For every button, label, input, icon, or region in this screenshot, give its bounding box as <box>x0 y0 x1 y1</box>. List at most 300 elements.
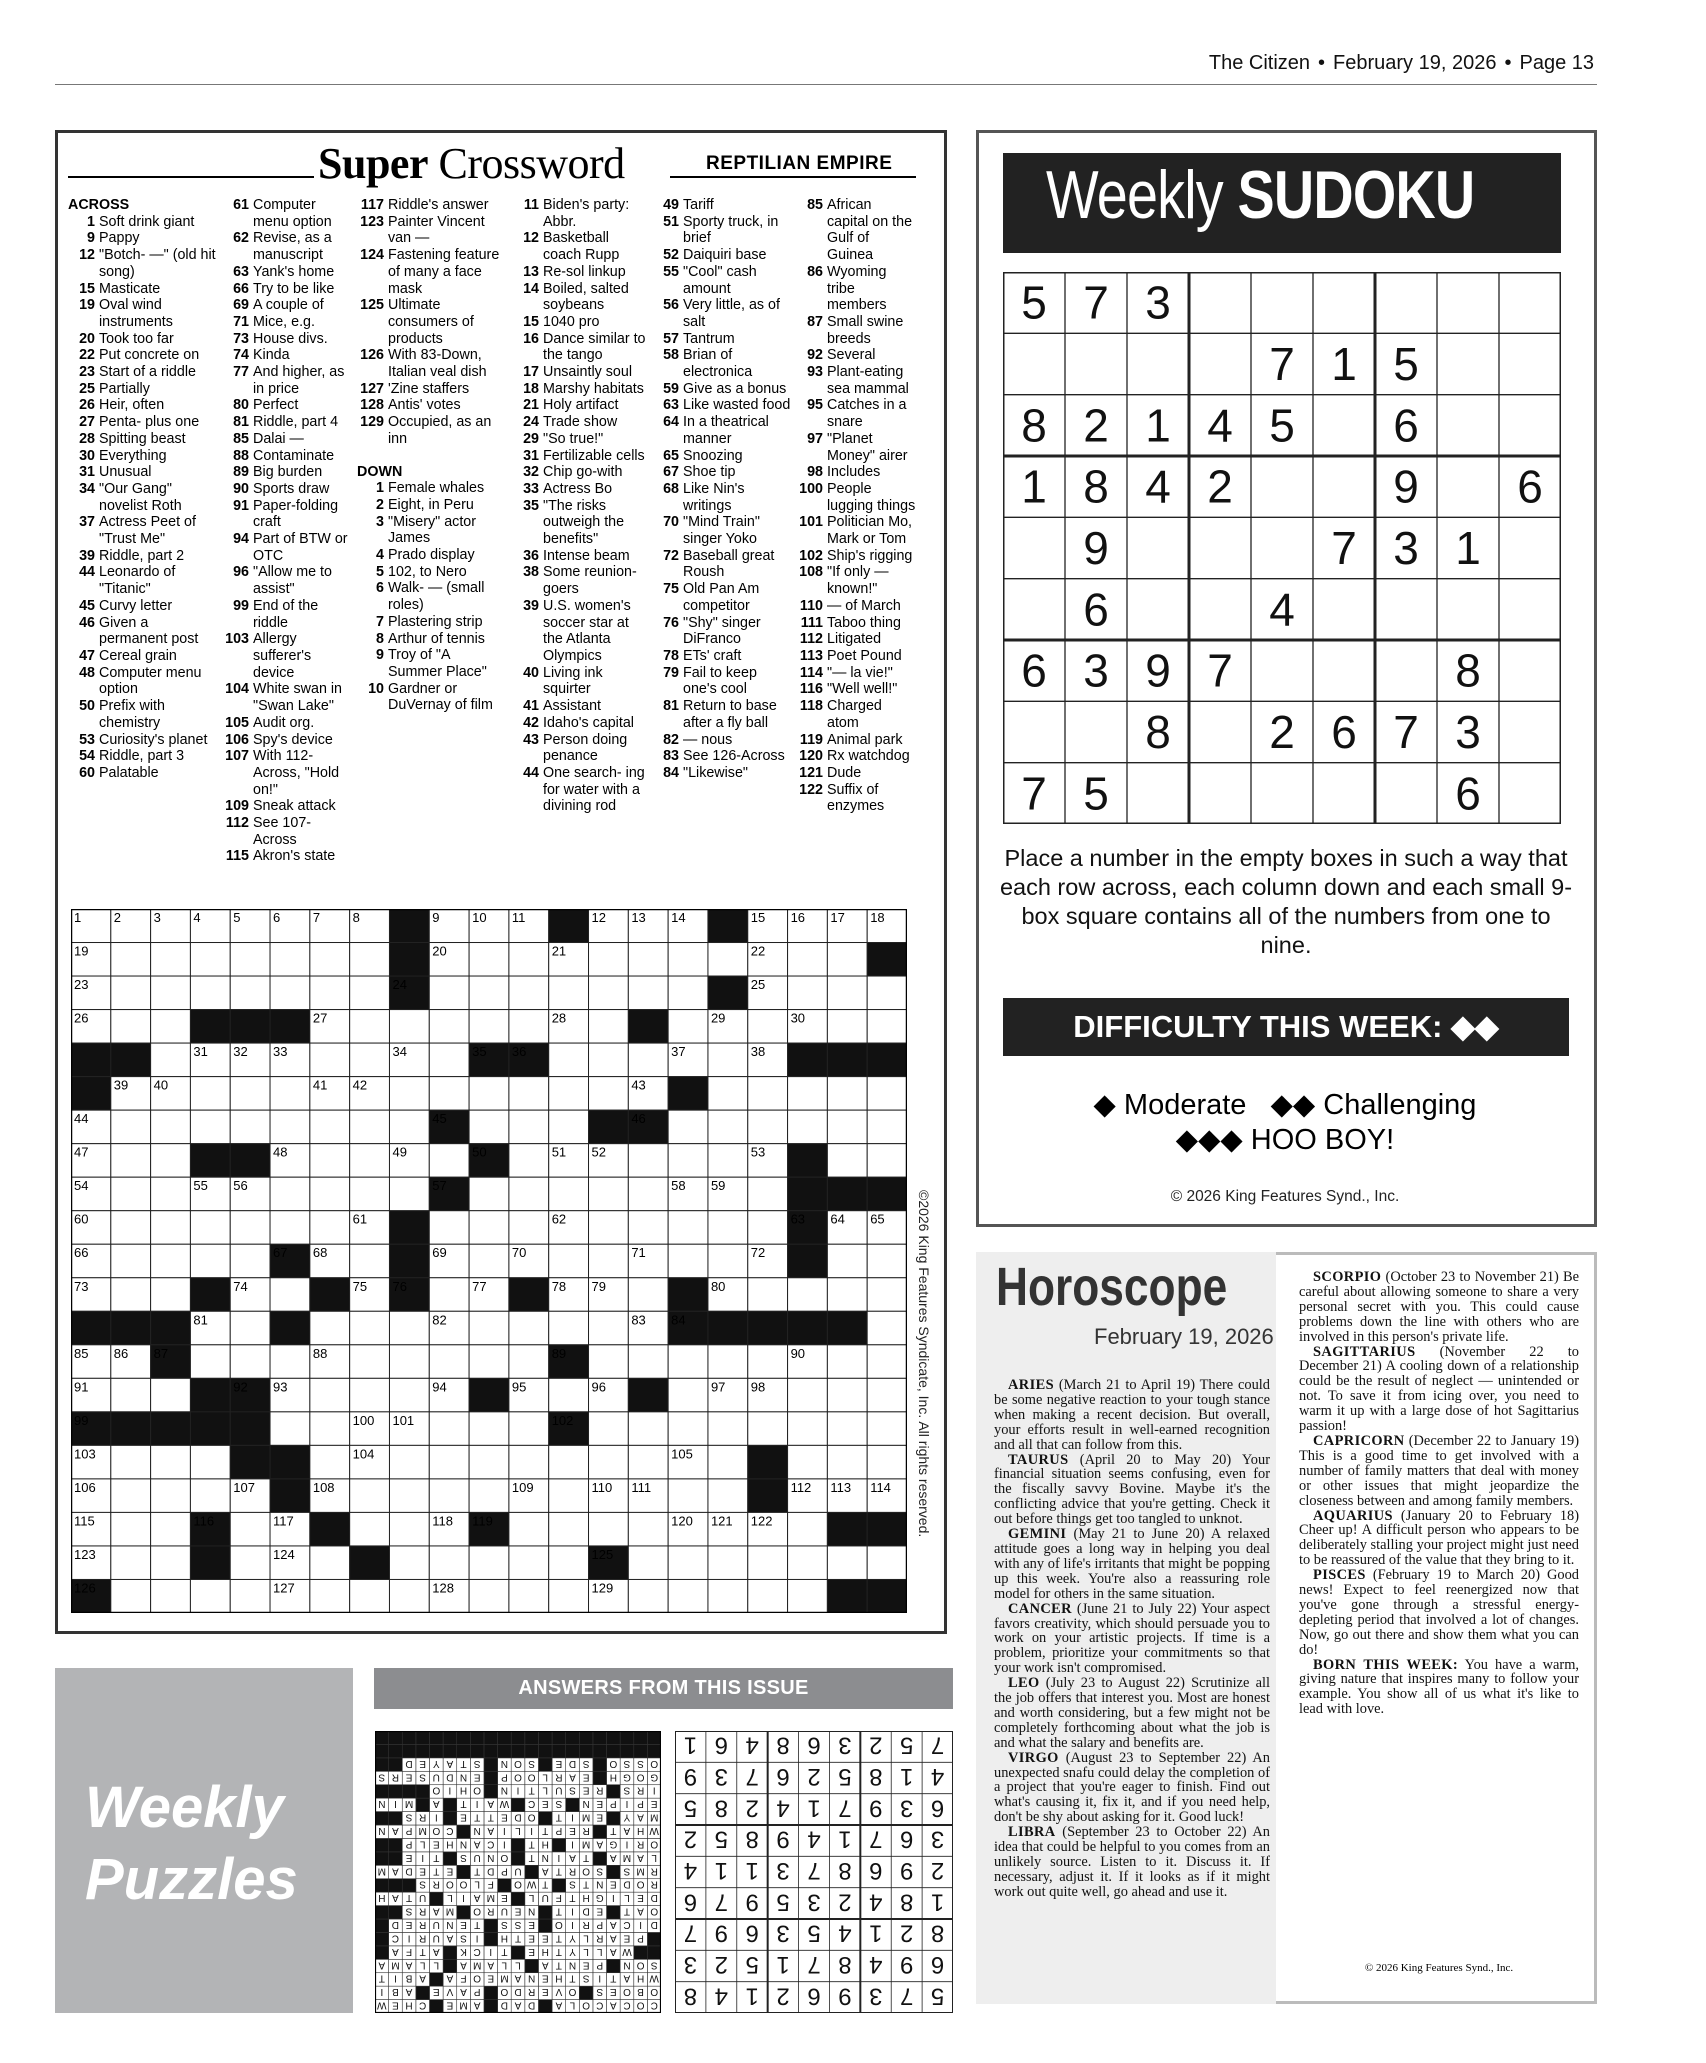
grid-cell[interactable] <box>389 1311 429 1345</box>
grid-cell[interactable] <box>708 943 748 977</box>
grid-cell[interactable] <box>270 1077 310 1111</box>
grid-cell[interactable] <box>628 1144 668 1178</box>
grid-cell[interactable] <box>190 976 230 1010</box>
grid-cell[interactable] <box>190 1445 230 1479</box>
grid-cell[interactable] <box>111 1445 151 1479</box>
answer-letter: T <box>433 1851 440 1863</box>
grid-cell[interactable] <box>867 1378 907 1412</box>
grid-cell[interactable] <box>350 1479 390 1513</box>
grid-cell[interactable] <box>748 1278 788 1312</box>
grid-cell[interactable] <box>668 1244 708 1278</box>
grid-cell[interactable] <box>549 1110 589 1144</box>
grid-cell[interactable] <box>350 1579 390 1613</box>
grid-cell[interactable] <box>111 1110 151 1144</box>
grid-cell[interactable] <box>589 1211 629 1245</box>
sudoku-answer-digit: 4 <box>930 1763 945 1790</box>
grid-cell[interactable] <box>827 976 867 1010</box>
grid-cell[interactable] <box>788 1579 828 1613</box>
grid-cell[interactable] <box>628 1512 668 1546</box>
grid-cell[interactable] <box>867 1546 907 1580</box>
grid-cell[interactable] <box>589 1512 629 1546</box>
grid-cell[interactable] <box>350 1311 390 1345</box>
grid-cell[interactable] <box>748 1546 788 1580</box>
clue <box>652 331 792 348</box>
grid-cell[interactable] <box>628 1043 668 1077</box>
grid-cell[interactable] <box>350 1244 390 1278</box>
grid-cell[interactable] <box>628 1177 668 1211</box>
grid-cell[interactable] <box>151 1512 191 1546</box>
grid-cell[interactable] <box>111 1512 151 1546</box>
grid-cell[interactable] <box>589 1043 629 1077</box>
grid-cell[interactable] <box>429 976 469 1010</box>
grid-cell[interactable] <box>230 1311 270 1345</box>
grid-cell[interactable] <box>589 943 629 977</box>
grid-cell[interactable] <box>708 1345 748 1379</box>
grid-cell[interactable] <box>310 1043 350 1077</box>
grid-cell[interactable] <box>151 976 191 1010</box>
grid-cell[interactable] <box>668 943 708 977</box>
grid-cell[interactable] <box>270 1345 310 1379</box>
grid-cell[interactable] <box>389 1546 429 1580</box>
grid-cell[interactable] <box>827 1412 867 1446</box>
grid-cell[interactable] <box>389 1512 429 1546</box>
grid-cell[interactable] <box>230 1512 270 1546</box>
clue-number: 110 <box>799 597 823 614</box>
grid-cell[interactable] <box>509 1412 549 1446</box>
grid-cell[interactable] <box>310 1445 350 1479</box>
grid-cell[interactable] <box>589 1077 629 1111</box>
grid-cell[interactable] <box>788 1110 828 1144</box>
answer-letter: S <box>596 1865 604 1877</box>
grid-cell[interactable] <box>111 1579 151 1613</box>
grid-cell[interactable] <box>549 1311 589 1345</box>
grid-cell[interactable] <box>429 1445 469 1479</box>
grid-cell[interactable] <box>668 976 708 1010</box>
grid-cell[interactable] <box>310 943 350 977</box>
answer-letter: E <box>555 1757 563 1769</box>
grid-cell[interactable] <box>111 1177 151 1211</box>
grid-cell[interactable] <box>230 1244 270 1278</box>
grid-cell[interactable] <box>190 1479 230 1513</box>
answer-letter: S <box>378 1771 386 1783</box>
grid-cell[interactable] <box>549 1378 589 1412</box>
clue <box>357 480 507 497</box>
grid-cell[interactable] <box>628 1412 668 1446</box>
grid-cell[interactable] <box>111 1278 151 1312</box>
grid-cell[interactable] <box>628 1278 668 1312</box>
answer-letter: U <box>500 1905 508 1917</box>
answer-letter: S <box>582 1972 590 1984</box>
grid-cell[interactable] <box>469 1445 509 1479</box>
grid-cell[interactable] <box>788 1546 828 1580</box>
sudoku-answer-digit: 6 <box>807 1731 821 1759</box>
grid-cell[interactable] <box>589 1412 629 1446</box>
issue-date: February 19, 2026 <box>1333 52 1497 74</box>
grid-cell[interactable] <box>310 1144 350 1178</box>
grid-cell[interactable] <box>589 1311 629 1345</box>
grid-cell[interactable] <box>628 1211 668 1245</box>
answer-letter: P <box>405 1838 413 1850</box>
answer-letter: M <box>391 1959 400 1971</box>
grid-cell[interactable] <box>867 1144 907 1178</box>
grid-cell[interactable] <box>270 976 310 1010</box>
grid-cell[interactable] <box>708 1579 748 1613</box>
grid-cell[interactable] <box>788 1077 828 1111</box>
grid-cell[interactable] <box>509 1211 549 1245</box>
grid-cell[interactable] <box>668 1378 708 1412</box>
grid-cell[interactable] <box>230 1579 270 1613</box>
grid-cell[interactable] <box>230 1211 270 1245</box>
grid-cell[interactable] <box>310 1412 350 1446</box>
cell-number: 84 <box>671 1312 686 1328</box>
sudoku-answer-digit: 9 <box>838 1982 852 2010</box>
grid-cell[interactable] <box>270 1278 310 1312</box>
grid-cell[interactable] <box>867 1345 907 1379</box>
grid-cell[interactable] <box>151 1546 191 1580</box>
grid-cell[interactable] <box>151 943 191 977</box>
grid-cell[interactable] <box>628 1445 668 1479</box>
grid-cell[interactable] <box>708 1043 748 1077</box>
grid-cell[interactable] <box>429 1144 469 1178</box>
answer-letter: E <box>392 1999 399 2011</box>
grid-cell[interactable] <box>469 976 509 1010</box>
grid-cell[interactable] <box>549 1512 589 1546</box>
answer-black-square <box>566 1731 580 1744</box>
answer-letter: T <box>419 1945 426 1957</box>
black-square <box>71 1311 111 1345</box>
grid-cell[interactable] <box>827 1345 867 1379</box>
grid-cell[interactable] <box>708 1445 748 1479</box>
grid-cell[interactable] <box>668 1546 708 1580</box>
grid-cell[interactable] <box>151 1244 191 1278</box>
grid-cell[interactable] <box>151 1144 191 1178</box>
grid-cell[interactable] <box>748 1177 788 1211</box>
grid-cell[interactable] <box>429 1010 469 1044</box>
grid-cell[interactable] <box>549 1445 589 1479</box>
grid-cell[interactable] <box>628 976 668 1010</box>
cell-number: 60 <box>74 1211 89 1227</box>
grid-cell[interactable] <box>469 1345 509 1379</box>
grid-cell[interactable] <box>469 1412 509 1446</box>
grid-cell[interactable] <box>867 1445 907 1479</box>
grid-cell[interactable] <box>549 1579 589 1613</box>
grid-cell[interactable] <box>549 1479 589 1513</box>
grid-cell[interactable] <box>310 1378 350 1412</box>
grid-cell[interactable] <box>469 1077 509 1111</box>
crossword-grid[interactable] <box>71 909 907 1613</box>
grid-cell[interactable] <box>788 1378 828 1412</box>
grid-cell[interactable] <box>270 1211 310 1245</box>
clue-column-6 <box>796 197 916 815</box>
grid-cell[interactable] <box>589 1010 629 1044</box>
grid-cell[interactable] <box>151 1445 191 1479</box>
clue-number: 82 <box>663 731 679 748</box>
grid-cell[interactable] <box>827 1546 867 1580</box>
answer-letter: E <box>460 1919 467 1930</box>
grid-cell[interactable] <box>111 1010 151 1044</box>
grid-cell[interactable] <box>788 1512 828 1546</box>
grid-cell[interactable] <box>827 1077 867 1111</box>
grid-cell[interactable] <box>469 1479 509 1513</box>
grid-cell[interactable] <box>509 1546 549 1580</box>
grid-cell[interactable] <box>708 1546 748 1580</box>
sudoku-grid[interactable] <box>1003 272 1561 829</box>
grid-cell[interactable] <box>310 1546 350 1580</box>
grid-cell[interactable] <box>708 1412 748 1446</box>
grid-cell[interactable] <box>708 1077 748 1111</box>
grid-cell[interactable] <box>867 1278 907 1312</box>
grid-cell[interactable] <box>589 1445 629 1479</box>
grid-cell[interactable] <box>827 1278 867 1312</box>
grid-cell[interactable] <box>389 1345 429 1379</box>
grid-cell[interactable] <box>589 1177 629 1211</box>
grid-cell[interactable] <box>111 1546 151 1580</box>
answer-letter: A <box>623 1825 631 1836</box>
grid-cell[interactable] <box>111 1244 151 1278</box>
grid-cell[interactable] <box>230 943 270 977</box>
grid-cell[interactable] <box>827 1244 867 1278</box>
answer-letter: R <box>419 1919 427 1930</box>
grid-cell[interactable] <box>111 1479 151 1513</box>
grid-cell[interactable] <box>827 1110 867 1144</box>
grid-cell[interactable] <box>509 943 549 977</box>
grid-cell[interactable] <box>111 1378 151 1412</box>
grid-cell[interactable] <box>628 1345 668 1379</box>
grid-cell[interactable] <box>310 1110 350 1144</box>
grid-cell[interactable] <box>469 1211 509 1245</box>
grid-cell[interactable] <box>350 1378 390 1412</box>
grid-cell[interactable] <box>111 1144 151 1178</box>
grid-cell[interactable] <box>151 1211 191 1245</box>
grid-cell[interactable] <box>509 1010 549 1044</box>
grid-cell[interactable] <box>788 976 828 1010</box>
grid-cell[interactable] <box>429 1345 469 1379</box>
answer-letter: I <box>652 1784 656 1796</box>
grid-cell[interactable] <box>589 1244 629 1278</box>
grid-cell[interactable] <box>788 1412 828 1446</box>
grid-cell[interactable] <box>748 1412 788 1446</box>
grid-cell[interactable] <box>589 1345 629 1379</box>
grid-cell[interactable] <box>827 1378 867 1412</box>
clue-number: 48 <box>79 664 95 681</box>
grid-cell[interactable] <box>270 943 310 977</box>
grid-cell[interactable] <box>628 943 668 977</box>
grid-cell[interactable] <box>708 1479 748 1513</box>
grid-cell[interactable] <box>748 1345 788 1379</box>
grid-cell[interactable] <box>589 976 629 1010</box>
grid-cell[interactable] <box>270 1412 310 1446</box>
grid-cell[interactable] <box>549 976 589 1010</box>
grid-cell[interactable] <box>509 1311 549 1345</box>
grid-cell[interactable] <box>350 1043 390 1077</box>
grid-cell[interactable] <box>867 1077 907 1111</box>
grid-cell[interactable] <box>509 1579 549 1613</box>
sudoku-answer-digit: 2 <box>745 1794 759 1822</box>
grid-cell[interactable] <box>429 1077 469 1111</box>
grid-cell[interactable] <box>788 943 828 977</box>
grid-cell[interactable] <box>867 1010 907 1044</box>
grid-cell[interactable] <box>788 1278 828 1312</box>
grid-cell[interactable] <box>429 1278 469 1312</box>
grid-cell[interactable] <box>350 1110 390 1144</box>
grid-cell[interactable] <box>708 1211 748 1245</box>
clue-text: Actress Peet of "Trust Me" <box>99 514 196 548</box>
grid-cell[interactable] <box>111 1211 151 1245</box>
grid-cell[interactable] <box>668 1579 708 1613</box>
grid-cell[interactable] <box>549 1244 589 1278</box>
grid-cell[interactable] <box>867 1244 907 1278</box>
grid-cell[interactable] <box>668 1211 708 1245</box>
grid-cell[interactable] <box>509 1077 549 1111</box>
grid-cell[interactable] <box>151 1043 191 1077</box>
grid-cell[interactable] <box>549 1043 589 1077</box>
answer-letter: N <box>541 1851 549 1863</box>
grid-cell[interactable] <box>469 1010 509 1044</box>
grid-cell[interactable] <box>509 1144 549 1178</box>
grid-cell[interactable] <box>230 1345 270 1379</box>
grid-cell[interactable] <box>469 1579 509 1613</box>
grid-cell[interactable] <box>509 1445 549 1479</box>
grid-cell[interactable] <box>350 976 390 1010</box>
grid-cell[interactable] <box>350 943 390 977</box>
grid-cell[interactable] <box>509 1177 549 1211</box>
grid-cell[interactable] <box>389 1110 429 1144</box>
grid-cell[interactable] <box>310 1311 350 1345</box>
grid-cell[interactable] <box>469 1110 509 1144</box>
grid-cell[interactable] <box>668 1110 708 1144</box>
grid-cell[interactable] <box>270 1177 310 1211</box>
grid-cell[interactable] <box>190 1110 230 1144</box>
answer-letter: L <box>569 1999 576 2011</box>
clue-number: 99 <box>233 597 249 614</box>
grid-cell[interactable] <box>151 1378 191 1412</box>
clue <box>512 598 647 665</box>
grid-cell[interactable] <box>668 1345 708 1379</box>
grid-cell[interactable] <box>429 1479 469 1513</box>
grid-cell[interactable] <box>230 1077 270 1111</box>
grid-cell[interactable] <box>310 1177 350 1211</box>
grid-cell[interactable] <box>350 1345 390 1379</box>
difficulty-legend: ◆ Moderate ◆◆ Challenging <box>1093 1089 1477 1121</box>
grid-cell[interactable] <box>748 1010 788 1044</box>
grid-cell[interactable] <box>151 1010 191 1044</box>
grid-cell[interactable] <box>827 1010 867 1044</box>
grid-cell[interactable] <box>748 1110 788 1144</box>
grid-cell[interactable] <box>151 1278 191 1312</box>
grid-cell[interactable] <box>151 1177 191 1211</box>
answer-letter: I <box>571 1905 574 1917</box>
grid-cell[interactable] <box>389 1479 429 1513</box>
grid-cell[interactable] <box>748 1077 788 1111</box>
grid-cell[interactable] <box>748 1579 788 1613</box>
grid-cell[interactable] <box>389 1445 429 1479</box>
grid-cell[interactable] <box>867 976 907 1010</box>
grid-cell[interactable] <box>429 1211 469 1245</box>
grid-cell[interactable] <box>429 1546 469 1580</box>
grid-cell[interactable] <box>788 1445 828 1479</box>
grid-cell[interactable] <box>549 1177 589 1211</box>
grid-cell[interactable] <box>230 1110 270 1144</box>
grid-cell[interactable] <box>668 1479 708 1513</box>
grid-cell[interactable] <box>867 1311 907 1345</box>
grid-cell[interactable] <box>429 1043 469 1077</box>
grid-cell[interactable] <box>469 1244 509 1278</box>
grid-cell[interactable] <box>151 1479 191 1513</box>
grid-cell[interactable] <box>668 1010 708 1044</box>
grid-cell[interactable] <box>389 1177 429 1211</box>
grid-cell[interactable] <box>509 1110 549 1144</box>
grid-cell[interactable] <box>151 1110 191 1144</box>
grid-cell[interactable] <box>509 1345 549 1379</box>
grid-cell[interactable] <box>827 943 867 977</box>
grid-cell[interactable] <box>509 976 549 1010</box>
grid-cell[interactable] <box>310 976 350 1010</box>
grid-cell[interactable] <box>748 1211 788 1245</box>
grid-cell[interactable] <box>151 1579 191 1613</box>
clue-text: See 126-Across <box>683 748 785 765</box>
grid-cell[interactable] <box>190 943 230 977</box>
grid-cell[interactable] <box>111 943 151 977</box>
cell-number: 41 <box>312 1077 328 1093</box>
grid-cell[interactable] <box>827 1144 867 1178</box>
grid-cell[interactable] <box>628 1546 668 1580</box>
answer-letter: M <box>377 1865 386 1877</box>
grid-cell[interactable] <box>708 1144 748 1178</box>
grid-cell[interactable] <box>668 1144 708 1178</box>
grid-cell[interactable] <box>350 1144 390 1178</box>
clue-column-4 <box>512 197 647 815</box>
grid-cell[interactable] <box>230 976 270 1010</box>
grid-cell[interactable] <box>668 1412 708 1446</box>
grid-cell[interactable] <box>867 1110 907 1144</box>
grid-cell[interactable] <box>270 1110 310 1144</box>
grid-cell[interactable] <box>469 1311 509 1345</box>
grid-cell[interactable] <box>469 1177 509 1211</box>
grid-cell[interactable] <box>350 1512 390 1546</box>
grid-cell[interactable] <box>429 1412 469 1446</box>
grid-cell[interactable] <box>389 1010 429 1044</box>
grid-cell[interactable] <box>708 1244 748 1278</box>
sign-text: An idea that could be helpful to you comes from an unlikely source. Listen to it. Discuss it. If necessary, adjust it. If it looks as if it might work out quite well, go ahead and use it. <box>994 1824 1270 1900</box>
grid-cell[interactable] <box>190 1579 230 1613</box>
grid-cell[interactable] <box>389 1077 429 1111</box>
grid-cell[interactable] <box>190 1211 230 1245</box>
answer-letter: E <box>541 1932 549 1944</box>
grid-cell[interactable] <box>111 976 151 1010</box>
grid-cell[interactable] <box>350 1177 390 1211</box>
grid-cell[interactable] <box>350 1010 390 1044</box>
grid-cell[interactable] <box>549 1546 589 1580</box>
grid-cell[interactable] <box>190 1077 230 1111</box>
grid-cell[interactable] <box>190 1244 230 1278</box>
grid-cell[interactable] <box>310 1579 350 1613</box>
grid-cell[interactable] <box>628 1579 668 1613</box>
grid-cell[interactable] <box>469 1546 509 1580</box>
grid-cell[interactable] <box>549 1077 589 1111</box>
grid-cell[interactable] <box>389 1378 429 1412</box>
grid-cell[interactable] <box>389 1579 429 1613</box>
clue-number: 94 <box>233 531 249 548</box>
answer-letter: E <box>596 1811 604 1823</box>
grid-cell[interactable] <box>867 1412 907 1446</box>
grid-cell[interactable] <box>190 1345 230 1379</box>
grid-cell[interactable] <box>230 1546 270 1580</box>
grid-cell[interactable] <box>469 943 509 977</box>
grid-cell[interactable] <box>708 1110 748 1144</box>
grid-cell[interactable] <box>310 1211 350 1245</box>
grid-cell[interactable] <box>827 1445 867 1479</box>
grid-cell[interactable] <box>509 1512 549 1546</box>
